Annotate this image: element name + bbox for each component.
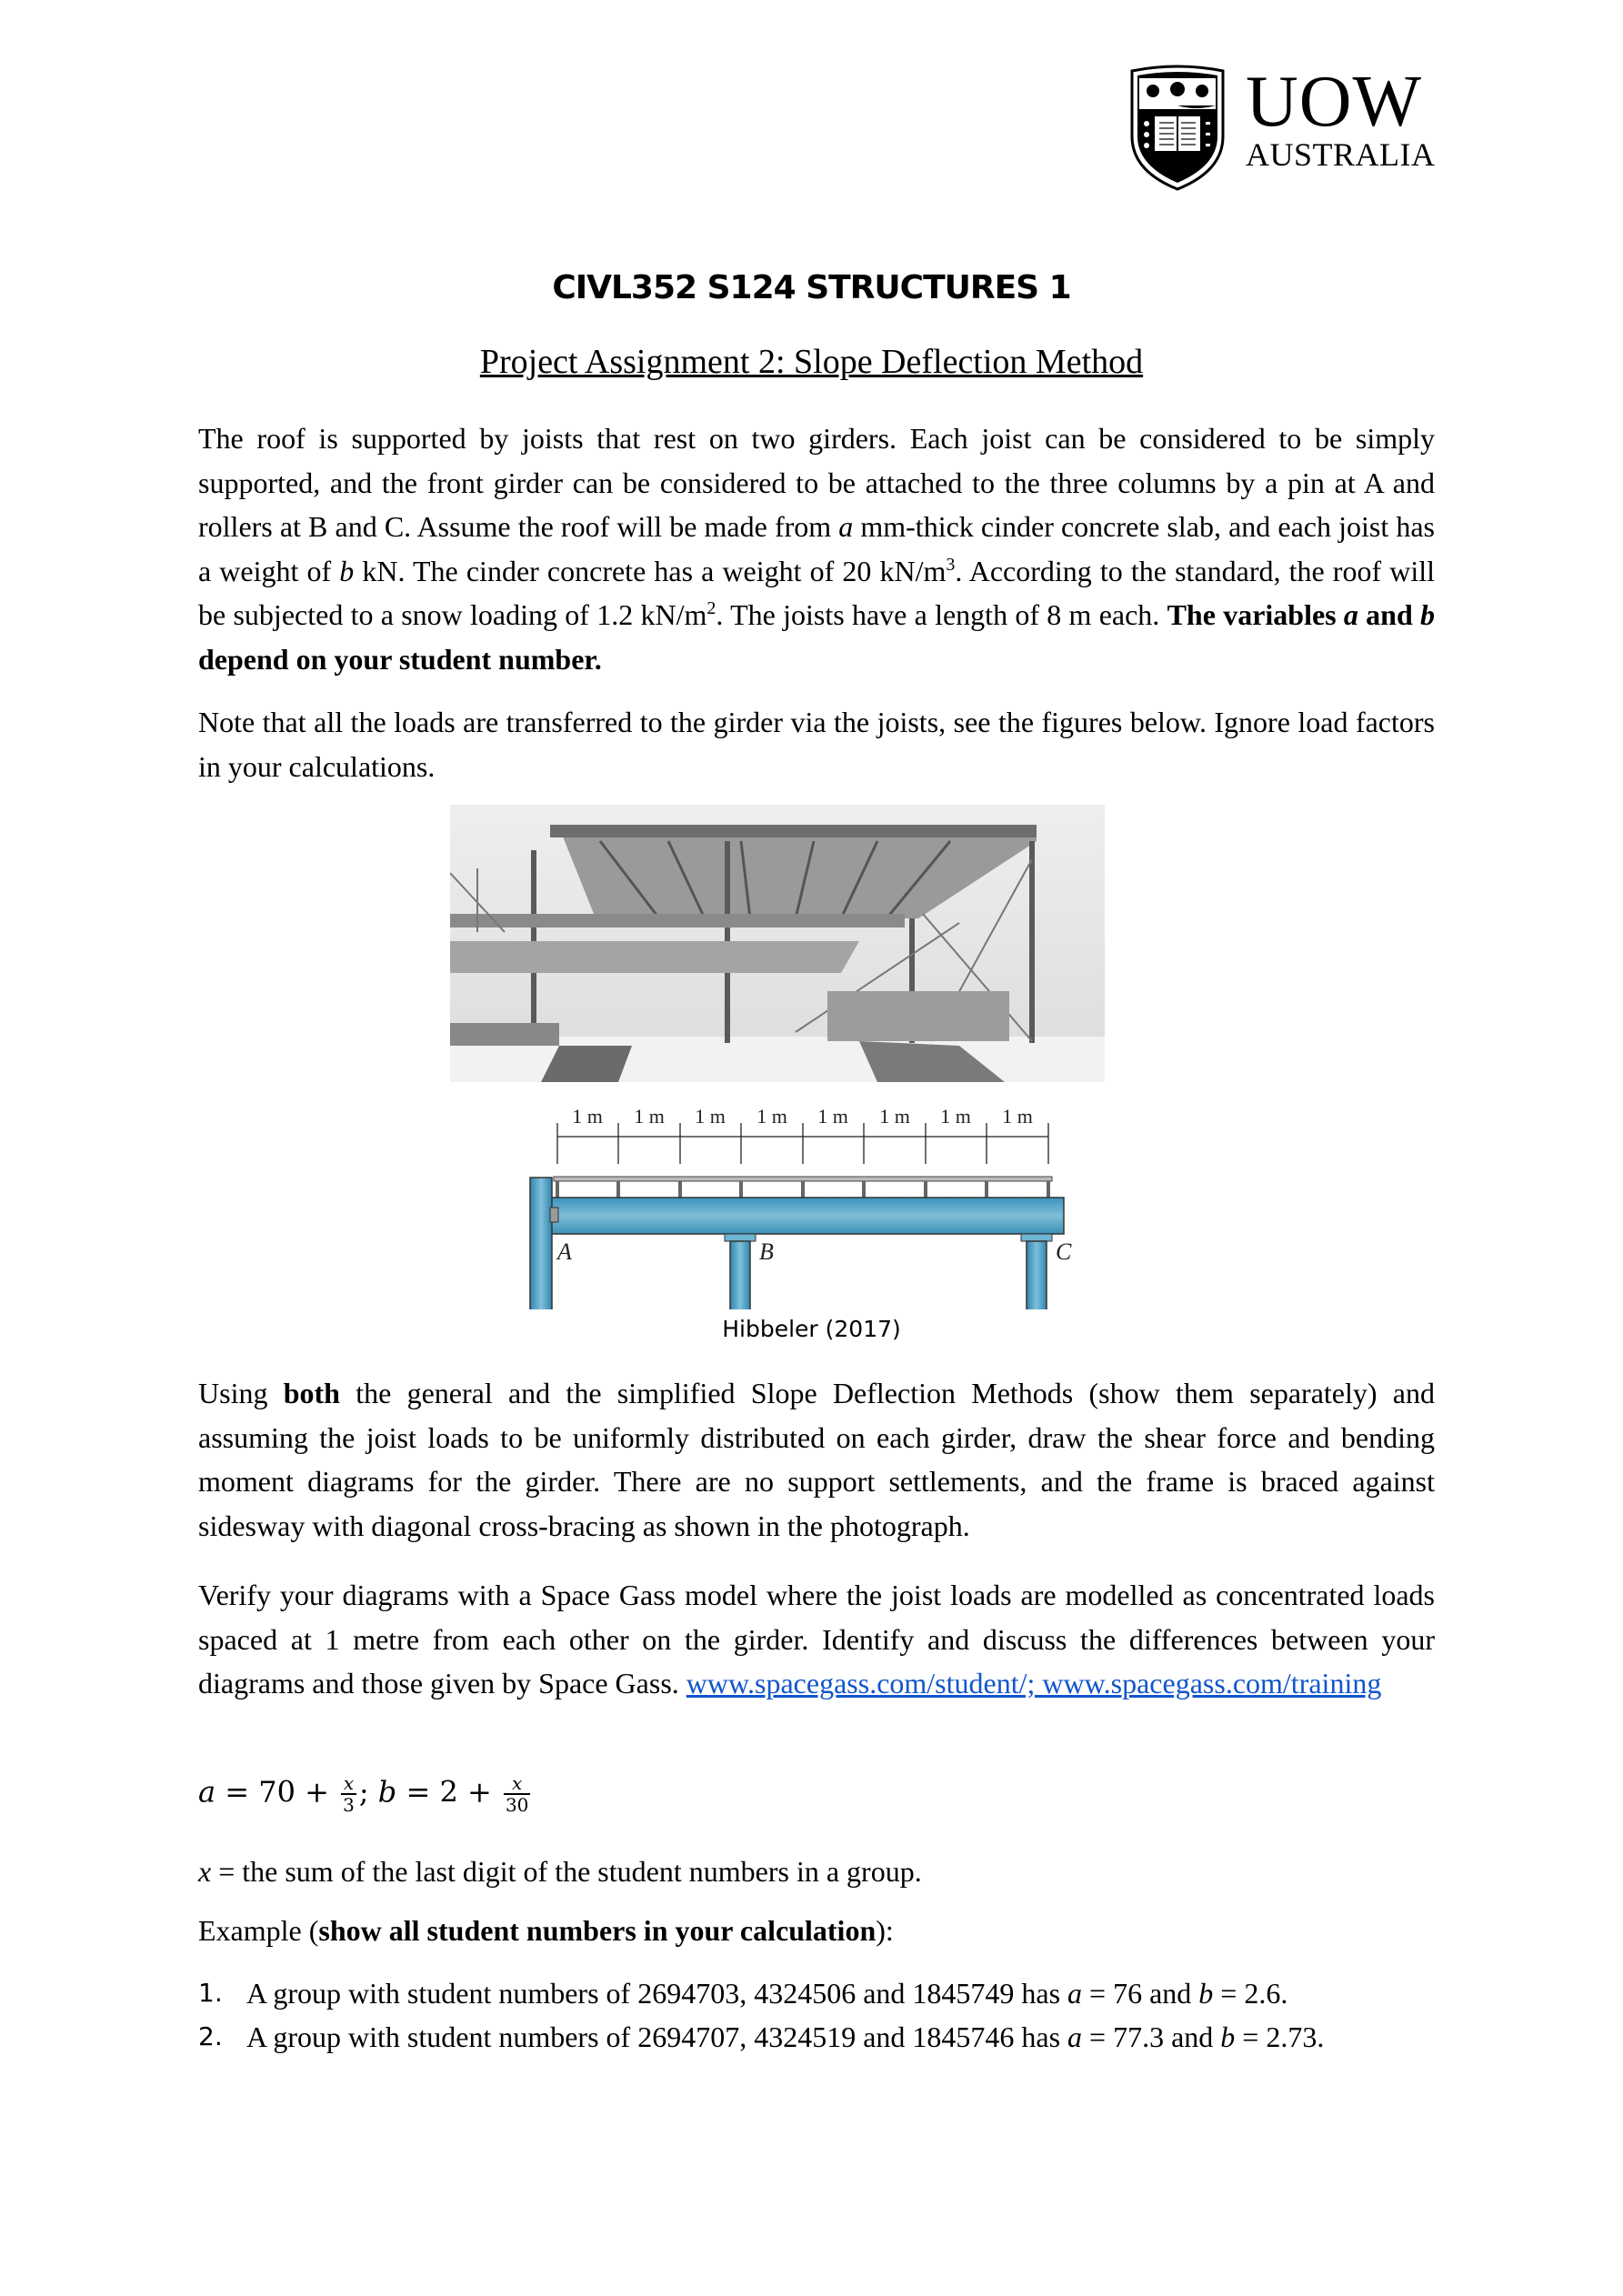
- bold-emphasis: The variables a and b depend on your student number.: [198, 598, 1436, 676]
- variables-formula: a = 70 + $\frac{x}{3}$ ; b = 2 + $\frac{x}{30}$: [198, 1772, 529, 1816]
- examples-list: [198, 1971, 1435, 2059]
- intro-paragraph: [198, 416, 1435, 681]
- spacing-label: 1 m: [695, 1105, 726, 1128]
- support-label-b: B: [759, 1238, 774, 1265]
- logo-secondary-text: AUSTRALIA: [1246, 136, 1436, 173]
- support-label-c: C: [1056, 1238, 1072, 1265]
- spacing-label: 1 m: [879, 1105, 910, 1128]
- fraction: $\frac{x}{3}$: [343, 1772, 355, 1816]
- university-crest-icon: [1127, 64, 1227, 191]
- note-paragraph: Note that all the loads are transferred to the girder via the joists, see the figures below. Ignore load factors in your calculations.: [198, 706, 1435, 783]
- logo-primary-text: UOW: [1246, 62, 1423, 142]
- spacing-label: 1 m: [634, 1105, 665, 1128]
- bold-emphasis: both: [283, 1377, 340, 1409]
- text: mm-thick cinder concrete slab, and each joist has a weight of: [198, 510, 1436, 587]
- example-heading: Example (show all student numbers in your calculation):: [198, 1914, 894, 1947]
- x-definition: x = the sum of the last digit of the student numbers in a group.: [198, 1855, 922, 1888]
- support-label-a: A: [557, 1238, 572, 1265]
- steel-frame-construction-photo: [450, 805, 1105, 1082]
- fraction: $\frac{x}{30}$: [505, 1772, 529, 1816]
- variable-b: b: [339, 554, 355, 587]
- uow-logo: [1127, 64, 1455, 200]
- course-title: CIVL352 S124 STRUCTURES 1: [552, 269, 1071, 306]
- list-item: 1. A group with student numbers of 2694703, 4324506 and 1845749 has a = 76 and b = 2.6.: [198, 1971, 1435, 2015]
- superscript: 3: [946, 554, 956, 575]
- girder-diagram: [514, 1087, 1077, 1309]
- spacegass-link[interactable]: www.spacegass.com/student/; www.spacegass.com/training: [686, 1667, 1382, 1699]
- list-item: 2. A group with student numbers of 2694707, 4324519 and 1845746 has a = 77.3 and b = 2.73.: [198, 2015, 1435, 2059]
- text: . According to the standard, the roof will be subjected to a snow loading of 1.2 kN/m: [198, 554, 1436, 631]
- figure-caption: Hibbeler (2017): [722, 1316, 901, 1342]
- superscript: 2: [706, 598, 716, 618]
- spacing-label: 1 m: [756, 1105, 787, 1128]
- variable-a: a: [838, 510, 854, 543]
- verify-paragraph: Verify your diagrams with a Space Gass model where the joist loads are modelled as concentrated loads spaced at 1 metre from each other on the girder. Identify and discuss the differences between your diagrams and those given by Space Gass. www.spacegass.com/student/; www.spacegass.com/training: [198, 1579, 1435, 1699]
- spacing-label: 1 m: [817, 1105, 848, 1128]
- assignment-subtitle: Project Assignment 2: Slope Deflection Method: [479, 343, 1144, 381]
- text: kN. The cinder concrete has a weight of 20 kN/m: [354, 554, 947, 587]
- spacing-label: 1 m: [940, 1105, 971, 1128]
- spacing-label: 1 m: [1002, 1105, 1033, 1128]
- spacing-label: 1 m: [572, 1105, 603, 1128]
- list-number: 1.: [198, 1978, 223, 2008]
- text: . The joists have a length of 8 m each.: [716, 598, 1167, 631]
- instructions-paragraph: Using both the general and the simplified Slope Deflection Methods (show them separately) and assuming the joist loads to be uniformly distributed on each girder, draw the shear force and bending moment diagrams for the girder. There are no support settlements, and the frame is braced against sidesway with diagonal cross-bracing as shown in the photograph.: [198, 1377, 1436, 1542]
- text: The roof is supported by joists that rest on two girders. Each joist can be considered to be simply supported, and the front girder can be considered to be attached to the three columns by a pin at A and rollers at B and C. Assume the roof will be made from: [198, 422, 1435, 543]
- list-number: 2.: [198, 2021, 223, 2051]
